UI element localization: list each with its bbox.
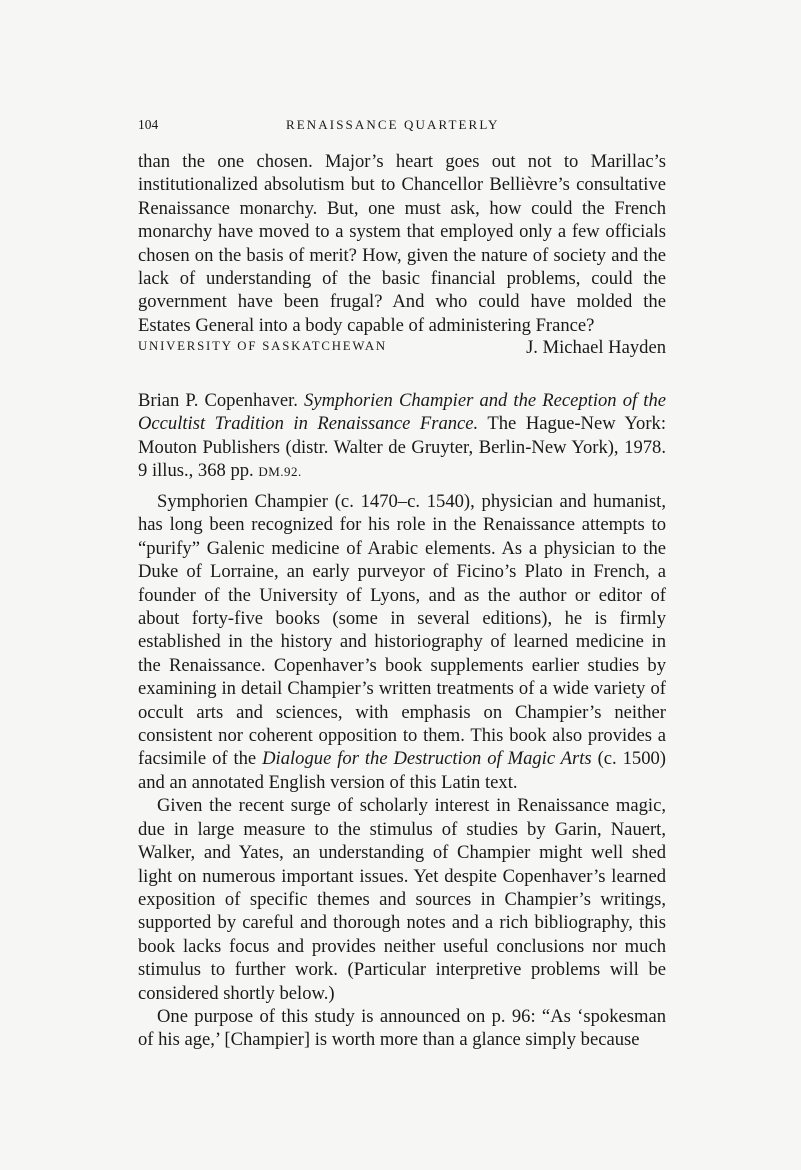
running-head: RENAISSANCE QUARTERLY [286,117,500,132]
book-publisher: The Hague-New York: Mouton Publishers (distr. Walter de Gruyter, Berlin-New York), 1978. 9 illus., 368 pp. [138,413,666,482]
book-price: DM.92. [258,464,302,480]
review-paragraph-3: One purpose of this study is announced on p. 96: “As ‘spokesman of his age,’ [Champier] is worth more than a glance simply because [138,1005,666,1051]
review-body [138,490,666,1052]
review-paragraph-1: Symphorien Champier (c. 1470–c. 1540), physician and humanist, has long been recognized for his role in the Renaissance attempts to “purify” Galenic medicine of Arabic elements. As a physician to the Duke of Lorraine, an early purveyor of Ficino’s Plato in French, a founder of the University of Lyons, and as the author or editor of about forty-five books (some in several editions), he is firmly established in the history and historiography of learned medicine in the Renaissance. Copenhaver’s book supplements earlier studies by examining in detail Champier’s written treatments of a wide variety of occult arts and sciences, with emphasis on Champier’s neither consistent nor coherent opposition to them. This book also provides a facsimile of the Dialogue for the Destruction of Magic Arts (c. 1500) and an annotated English version of this Latin text. [138,491,666,793]
page-header [138,117,666,137]
previous-review-ending [138,150,666,337]
review-paragraph-2: Given the recent surge of scholarly interest in Renaissance magic, due in large measure to the stimulus of studies by Garin, Nauert, Walker, and Yates, an understanding of Champier might well shed light on numerous important issues. Yet despite Copenhaver’s learned exposition of specific themes and sources in Champier’s writings, supported by careful and thorough notes and a rich bibliography, this book lacks focus and provides neither useful conclusions nor much stimulus to further work. (Particular interpretive problems will be considered shortly below.) [138,795,666,1004]
dialogue-title: Dialogue for the Destruction of Magic Arts [262,748,592,770]
book-citation [138,389,666,484]
book-author: Brian P. Copenhaver. [138,390,298,411]
closing-paragraph: than the one chosen. Major’s heart goes out not to Marillac’s institutionalized absolutism but to Chancellor Bellièvre’s consultative Renaissance monarchy. But, one must ask, how could the French monarchy have moved to a system that employed only a few officials chosen on the basis of merit? How, given the nature of society and the lack of understanding of the basic financial problems, could the government have been frugal? And who could have molded the Estates General into a body capable of administering France? [138,151,666,336]
reviewer-name: J. Michael Hayden [526,337,666,358]
page-number: 104 [138,117,159,132]
book-title: Symphorien Champier and the Reception of the Occultist Tradition in Renaissance France. [138,390,666,435]
reviewer-affiliation: UNIVERSITY OF SASKATCHEWAN [138,339,387,353]
review-signoff [138,337,666,361]
